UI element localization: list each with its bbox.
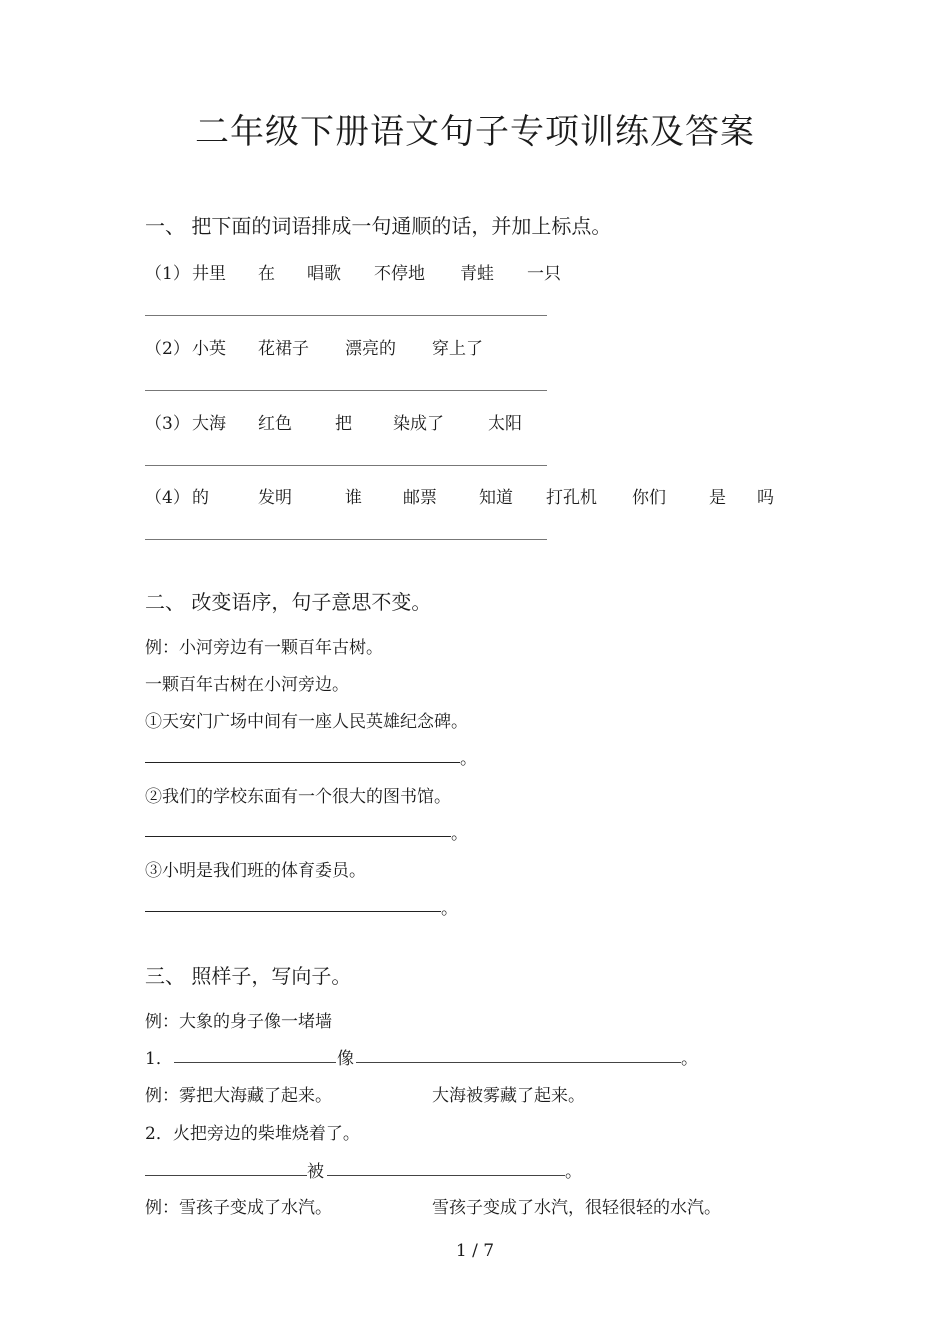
answer-blank[interactable]: [327, 1175, 565, 1176]
example-sentence: 例：小河旁边有一颗百年古树。: [145, 638, 383, 658]
section-1-heading: 一、 把下面的词语排成一句通顺的话，并加上标点。: [145, 214, 612, 238]
answer-line[interactable]: [145, 539, 547, 540]
item-4-word: 你们: [632, 488, 666, 508]
item-4-word: 知道: [479, 488, 513, 508]
period-mark: 。: [460, 749, 477, 769]
period-mark: 。: [441, 899, 458, 919]
answer-blank[interactable]: [356, 1062, 681, 1063]
period-mark: 。: [681, 1049, 698, 1069]
item-3-word: 红色: [258, 414, 292, 434]
item-3-word: 把: [335, 414, 352, 434]
item-3-word: 大海: [192, 414, 226, 434]
connector-word: 被: [307, 1162, 324, 1182]
answer-line[interactable]: [145, 390, 547, 391]
item-1-label: （1）: [145, 264, 190, 284]
document-title: 二年级下册语文句子专项训练及答案: [195, 112, 755, 152]
question-1: ①天安门广场中间有一座人民英雄纪念碑。: [145, 712, 468, 732]
answer-line[interactable]: [145, 762, 460, 763]
item-2-word: 漂亮的: [345, 339, 396, 359]
item-4-word: 发明: [258, 488, 292, 508]
question-2-sentence: 2．火把旁边的柴堆烧着了。: [145, 1124, 360, 1144]
item-2-word: 小英: [192, 339, 226, 359]
answer-line[interactable]: [145, 836, 451, 837]
item-3-word: 太阳: [488, 414, 522, 434]
example-sentence: 例：大象的身子像一堵墙: [145, 1012, 332, 1032]
item-4-word: 谁: [345, 488, 362, 508]
item-1-word: 井里: [192, 264, 226, 284]
answer-blank[interactable]: [145, 1175, 307, 1176]
answer-line[interactable]: [145, 315, 547, 316]
question-number: 1．: [145, 1049, 173, 1069]
example-answer: 大海被雾藏了起来。: [432, 1086, 585, 1106]
page-number: 1 / 7: [455, 1241, 495, 1261]
item-1-word: 青蛙: [460, 264, 494, 284]
item-3-label: （3）: [145, 414, 190, 434]
period-mark: 。: [451, 824, 468, 844]
example-answer: 雪孩子变成了水汽，很轻很轻的水汽。: [432, 1198, 721, 1218]
item-4-word: 打孔机: [546, 488, 597, 508]
item-4-word: 吗: [757, 488, 774, 508]
item-1-word: 唱歌: [307, 264, 341, 284]
answer-line[interactable]: [145, 465, 547, 466]
period-mark: 。: [565, 1162, 582, 1182]
section-3-heading: 三、 照样子，写向子。: [145, 964, 352, 988]
item-4-label: （4）: [145, 488, 190, 508]
item-4-word: 是: [709, 488, 726, 508]
item-2-label: （2）: [145, 339, 190, 359]
item-4-word: 的: [192, 488, 209, 508]
section-2-heading: 二、 改变语序，句子意思不变。: [145, 590, 432, 614]
item-1-word: 在: [258, 264, 275, 284]
question-2: ②我们的学校东面有一个很大的图书馆。: [145, 787, 451, 807]
answer-blank[interactable]: [174, 1062, 336, 1063]
item-3-word: 染成了: [393, 414, 444, 434]
item-2-word: 花裙子: [258, 339, 309, 359]
item-1-word: 不停地: [374, 264, 425, 284]
connector-word: 像: [337, 1049, 354, 1069]
item-2-word: 穿上了: [432, 339, 483, 359]
example-sentence: 例：雾把大海藏了起来。: [145, 1086, 332, 1106]
answer-line[interactable]: [145, 911, 441, 912]
question-3: ③小明是我们班的体育委员。: [145, 861, 366, 881]
item-4-word: 邮票: [403, 488, 437, 508]
example-answer: 一颗百年古树在小河旁边。: [145, 675, 349, 695]
example-sentence: 例：雪孩子变成了水汽。: [145, 1198, 332, 1218]
item-1-word: 一只: [527, 264, 561, 284]
